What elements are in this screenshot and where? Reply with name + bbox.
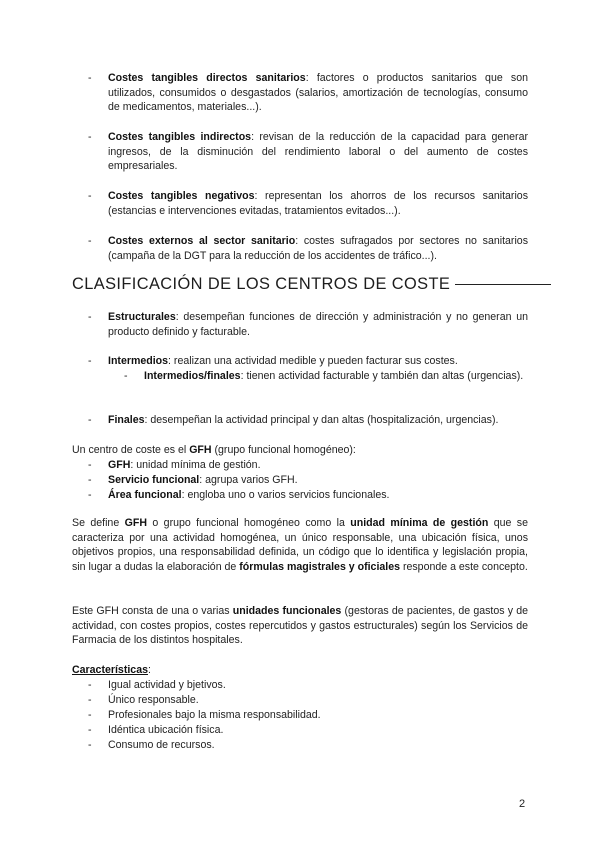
sub-list-item (126, 369, 528, 399)
list-item (90, 354, 528, 370)
list-item-text: Costes tangibles negativos: representan los ahorros de los recursos sanitarios (estancias e intervenciones evitadas, tratamientos evitados...). (108, 190, 528, 217)
term: Estructurales (108, 311, 176, 323)
list-item-text: Costes tangibles directos sanitarios: factores o productos sanitarios que son utilizados, consumidos o desgastados (salarios, amortización de tecnologías, consumo de medicamentos, materiales...). (108, 72, 529, 114)
units-paragraph: Este GFH consta de una o varias unidades funcionales (gestoras de pacientes, de gastos y de actividad, con costes propios, costes repercutidos y gastos estructurales) según los Servicios de Farmacia de los distintos hospitales. (72, 605, 529, 647)
characteristics-title: Características: (72, 664, 151, 676)
term: Costes tangibles negativos (108, 190, 255, 202)
list-item-text: Intermedios: realizan una actividad medible y pueden facturar sus costes. (108, 355, 458, 367)
list-item-text: Costes externos al sector sanitario: costes sufragados por sectores no sanitarios (campaña de la DGT para la reducción de los accidentes de tráfico...). (108, 235, 529, 262)
list-item (90, 71, 528, 115)
term: Intermedios/finales (144, 370, 241, 382)
bullet-dash: - (88, 235, 92, 247)
list-item-text: Finales: desempeñan la actividad principal y dan altas (hospitalización, urgencias). (108, 414, 499, 426)
list-item (90, 234, 528, 264)
bullet-dash: - (124, 370, 128, 382)
bullet-dash: - (88, 72, 92, 84)
bullet-dash: - (88, 694, 92, 706)
list-item-text: Estructurales: desempeñan funciones de dirección y administración y no generan un producto definido y facturable. (108, 311, 528, 338)
section-heading: CLASIFICACIÓN DE LOS CENTROS DE COSTE (72, 274, 532, 294)
list-item (90, 413, 528, 429)
bullet-dash: - (88, 474, 92, 486)
list-item-text: Intermedios/finales: tienen actividad facturable y también dan altas (urgencias). (144, 370, 524, 382)
bullet-dash: - (88, 190, 92, 202)
heading-rule (455, 284, 551, 285)
list-item (90, 310, 528, 340)
bullet-dash: - (88, 489, 92, 501)
bullet-dash: - (88, 414, 92, 426)
bullet-dash: - (88, 709, 92, 721)
list-item (90, 189, 528, 219)
term: Costes externos al sector sanitario (108, 235, 296, 247)
bullet-dash: - (88, 311, 92, 323)
term: Costes tangibles directos sanitarios (108, 72, 306, 84)
term: Costes tangibles indirectos (108, 131, 252, 143)
bullet-dash: - (88, 355, 92, 367)
bullet-dash: - (88, 131, 92, 143)
bullet-dash: - (88, 724, 92, 736)
document-page: - Costes tangibles directos sanitarios: factores o productos sanitarios que son utilizados, consumidos o desgastados (salarios, amortización de tecnologías, consumo de medicamentos, materiales...). - Costes tangibles indirectos: revisan de la reducción de la capacidad para generar ingresos, de la disminución del rendimiento laboral o del aumento de costes empresariales. - Costes tangibles negativos: representan los ahorros de los recursos sanitarios (estancias e intervenciones evitadas, tratamientos evitados...). - Costes externos al sector sanitario: costes sufragados por sectores no sanitarios (campaña de la DGT para la reducción de los accidentes de tráfico...). CLASIFICACIÓN DE LOS CENTROS DE COSTE - Estructurales: desempeñan funciones de dirección y administración y no generan un producto definido y facturable. - Intermedios: realizan una actividad medible y pueden facturar sus costes. - Intermedios/finales: tienen actividad facturable y también dan altas (urgencias). - Finales: desempeñan la actividad principal y dan altas (hospitalización, urgencias). Un centro de coste es el GFH (grupo funcional homogéneo): - GFH: unidad mínima de gestión. - Servicio funcional: agrupa varios GFH. - Área funcional: engloba uno o varios servicios funcionales. Se define GFH o grupo funcional homogéneo como la unidad mínima de gestión que se caracteriza por una actividad homogénea, un único responsable, una ubicación física, unos objetivos propios, una responsabilidad definida, un código que lo identifica y legislación propia, sin lugar a dudas la elaboración de fórmulas magistrales y oficiales responde a este concepto. Este GFH consta de una o varias unidades funcionales (gestoras de pacientes, de gastos y de actividad, con costes propios, costes repercutidos y gastos estructurales) según los Servicios de Farmacia de los distintos hospitales. Características: - Igual actividad y bjetivos. - Único responsable. - Profesionales bajo la misma responsabilidad. - Idéntica ubicación física. - Consumo de recursos. 2 (0, 0, 600, 848)
term: Intermedios (108, 355, 169, 367)
list-item-text: Costes tangibles indirectos: revisan de la reducción de la capacidad para generar ingresos, de la disminución del rendimiento laboral o del aumento de costes empresariales. (108, 131, 528, 173)
list-item (90, 130, 528, 174)
definition-paragraph: Se define GFH o grupo funcional homogéneo como la unidad mínima de gestión que se caracteriza por una actividad homogénea, un único responsable, una ubicación física, unos objetivos propios, una responsabilidad definida, un código que lo identifica y legislación propia, sin lugar a dudas la elaboración de fórmulas magistrales y oficiales responde a este concepto. (72, 517, 528, 573)
bullet-dash: - (88, 679, 92, 691)
bullet-dash: - (88, 739, 92, 751)
page-number: 2 (519, 798, 526, 810)
bullet-dash: - (88, 459, 92, 471)
gfh-intro: Un centro de coste es el GFH (grupo funcional homogéneo): (72, 444, 356, 456)
term: Finales (108, 414, 145, 426)
